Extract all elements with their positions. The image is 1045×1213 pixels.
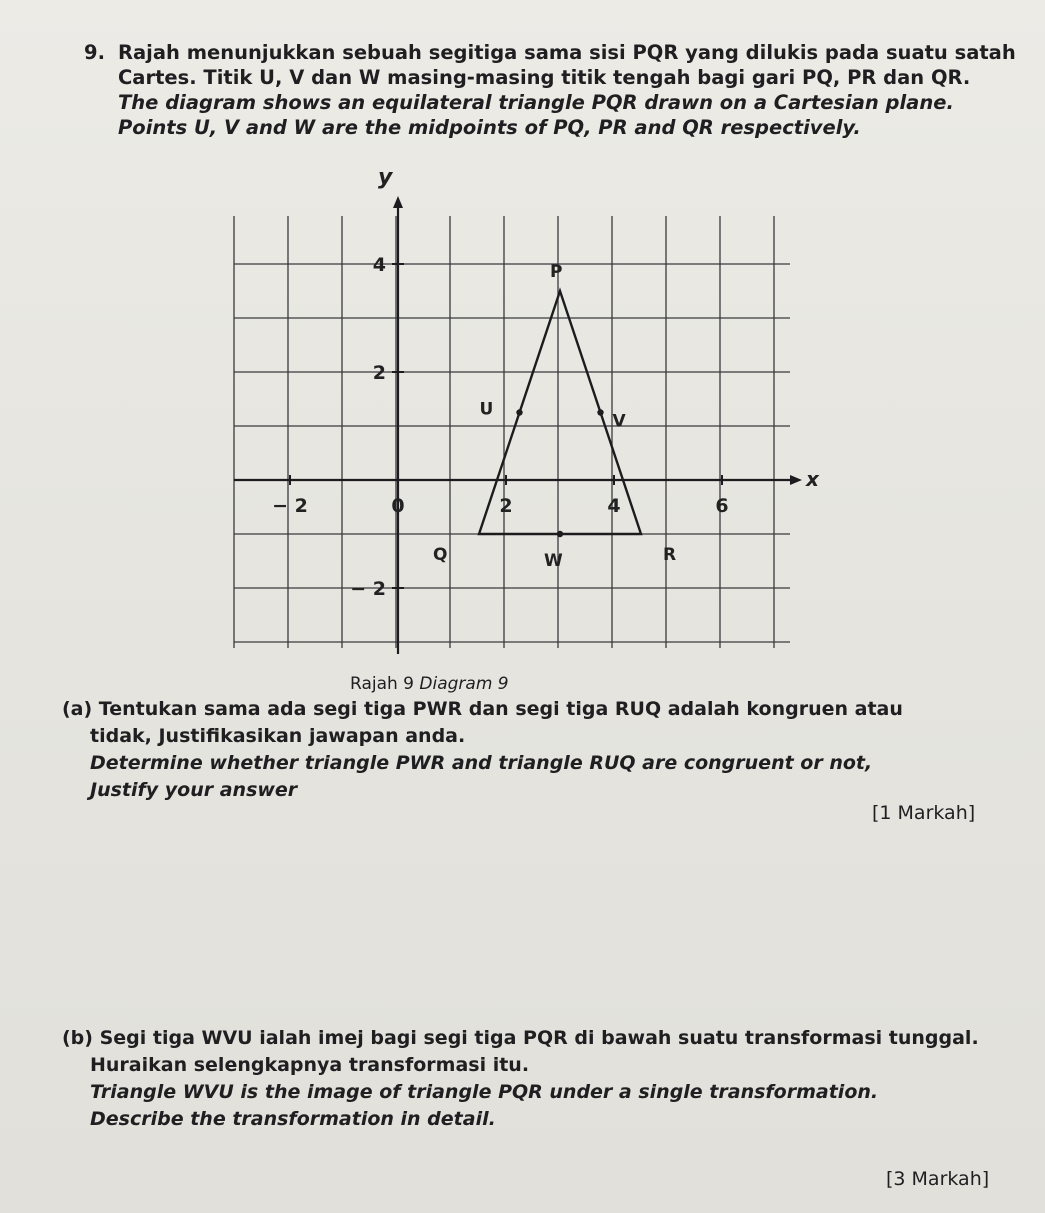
point-w-marker — [557, 531, 563, 537]
axes — [234, 196, 802, 654]
y-tick-label: 2 — [372, 362, 386, 384]
point-w-label: W — [544, 551, 563, 571]
x-tick-label: − 2 — [272, 495, 308, 517]
x-tick-label: 4 — [607, 495, 621, 517]
diagram-caption — [350, 674, 509, 694]
x-tick-label: 0 — [391, 495, 405, 517]
point-p-label: P — [550, 262, 563, 282]
point-v-label: V — [612, 411, 626, 432]
y-axis-label: y — [378, 165, 393, 190]
question-number: 9. — [84, 41, 105, 64]
y-tick-label: − 2 — [350, 578, 386, 600]
intro-en-line-1: The diagram shows an equilateral triangle PQR drawn on a Cartesian plane. — [118, 91, 954, 114]
part-b-marks: [3 Markah] — [886, 1168, 990, 1190]
point-u-label: U — [479, 399, 494, 420]
caption-ms: Rajah 9 — [350, 674, 414, 694]
part-b — [62, 1025, 1022, 1133]
y-axis-arrow — [393, 196, 403, 208]
point-q-label: Q — [433, 545, 448, 565]
part-b-ms-line-2: Huraikan selengkapnya transformasi itu. — [90, 1054, 530, 1076]
point-r-label: R — [663, 545, 677, 565]
x-tick-label: 6 — [715, 495, 729, 517]
intro-ms-line-1: Rajah menunjukkan sebuah segitiga sama sisi PQR yang dilukis pada suatu satah — [118, 41, 1016, 64]
point-v-marker — [597, 409, 603, 415]
part-b-ms-line-1: (b) Segi tiga WVU ialah imej bagi segi tiga PQR di bawah suatu transformasi tunggal. — [62, 1027, 979, 1049]
caption-en: Diagram 9 — [419, 674, 509, 694]
x-tick-label: 2 — [499, 495, 513, 517]
intro-en-line-2: Points U, V and W are the midpoints of PQ, PR and QR respectively. — [118, 116, 861, 139]
part-a — [62, 696, 1022, 804]
point-u-marker — [516, 409, 522, 415]
x-axis-arrow — [790, 475, 802, 485]
cartesian-diagram — [220, 160, 820, 670]
question-intro — [118, 40, 1016, 140]
part-a-en-line-2: Justify your answer — [90, 779, 298, 801]
part-b-en-line-2: Describe the transformation in detail. — [90, 1108, 496, 1130]
part-b-en-line-1: Triangle WVU is the image of triangle PQR under a single transformation. — [90, 1081, 879, 1103]
x-axis-label: x — [806, 467, 819, 491]
diagram-svg — [220, 160, 820, 670]
part-a-marks: [1 Markah] — [872, 802, 976, 824]
part-a-ms-line-2: tidak, Justifikasikan jawapan anda. — [90, 725, 466, 747]
part-a-en-line-1: Determine whether triangle PWR and triangle RUQ are congruent or not, — [90, 752, 873, 774]
y-tick-label: 4 — [372, 254, 386, 276]
part-a-ms-line-1: (a) Tentukan sama ada segi tiga PWR dan segi tiga RUQ adalah kongruen atau — [62, 698, 903, 720]
intro-ms-line-2: Cartes. Titik U, V dan W masing-masing titik tengah bagi gari PQ, PR dan QR. — [118, 66, 971, 89]
